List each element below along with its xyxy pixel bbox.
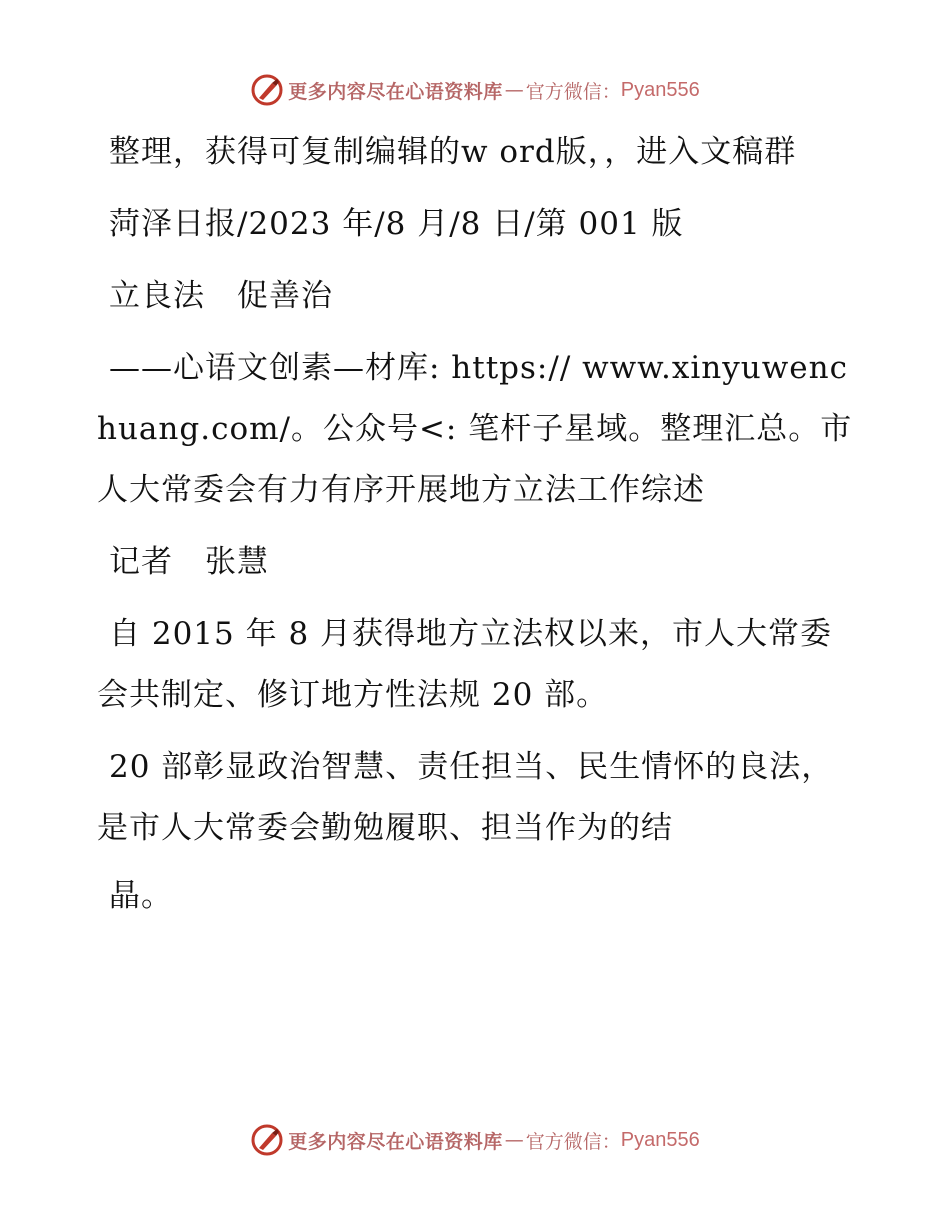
watermark-dash: — (504, 1129, 524, 1151)
watermark-dash: — (504, 79, 524, 101)
paragraph-body-3: 晶。 (109, 878, 173, 914)
paragraph-byline: 记者 张慧 (109, 544, 269, 580)
watermark-id: Pyan556 (620, 1128, 700, 1151)
paragraph-source: 菏泽日报/2023 年/8 月/8 日/第 001 版 (109, 206, 684, 242)
watermark-sub: 官方微信： (525, 1130, 621, 1153)
pen-logo-icon (250, 1123, 284, 1157)
paragraph-subtitle: ——心语文创素—材库: https:// www.xinyuwenchuang.com/。公众号<: 笔杆子星域。整理汇总。市人大常委会有力有序开展地方立法工作综述 (97, 350, 853, 508)
watermark-id: Pyan556 (620, 78, 700, 101)
footer-watermark (0, 1120, 950, 1160)
pen-logo-icon (250, 73, 284, 107)
article-title: 立良法 促善治 (109, 278, 333, 314)
watermark-sub: 官方微信： (525, 80, 621, 103)
watermark-text: 更多内容尽在心语资料库 (288, 1130, 503, 1153)
watermark-text: 更多内容尽在心语资料库 (288, 80, 503, 103)
paragraph-body-1: 自 2015 年 8 月获得地方立法权以来，市人大常委会共制定、修订地方性法规 20 部。 (97, 616, 833, 713)
paragraph-intro: 整理，获得可复制编辑的w ord版，，进入文稿群 (109, 134, 797, 170)
document-body (97, 122, 857, 938)
header-watermark (0, 70, 950, 110)
paragraph-body-2: 20 部彰显政治智慧、责任担当、民生情怀的良法，是市人大常委会勤勉履职、担当作为的结 (97, 749, 834, 846)
